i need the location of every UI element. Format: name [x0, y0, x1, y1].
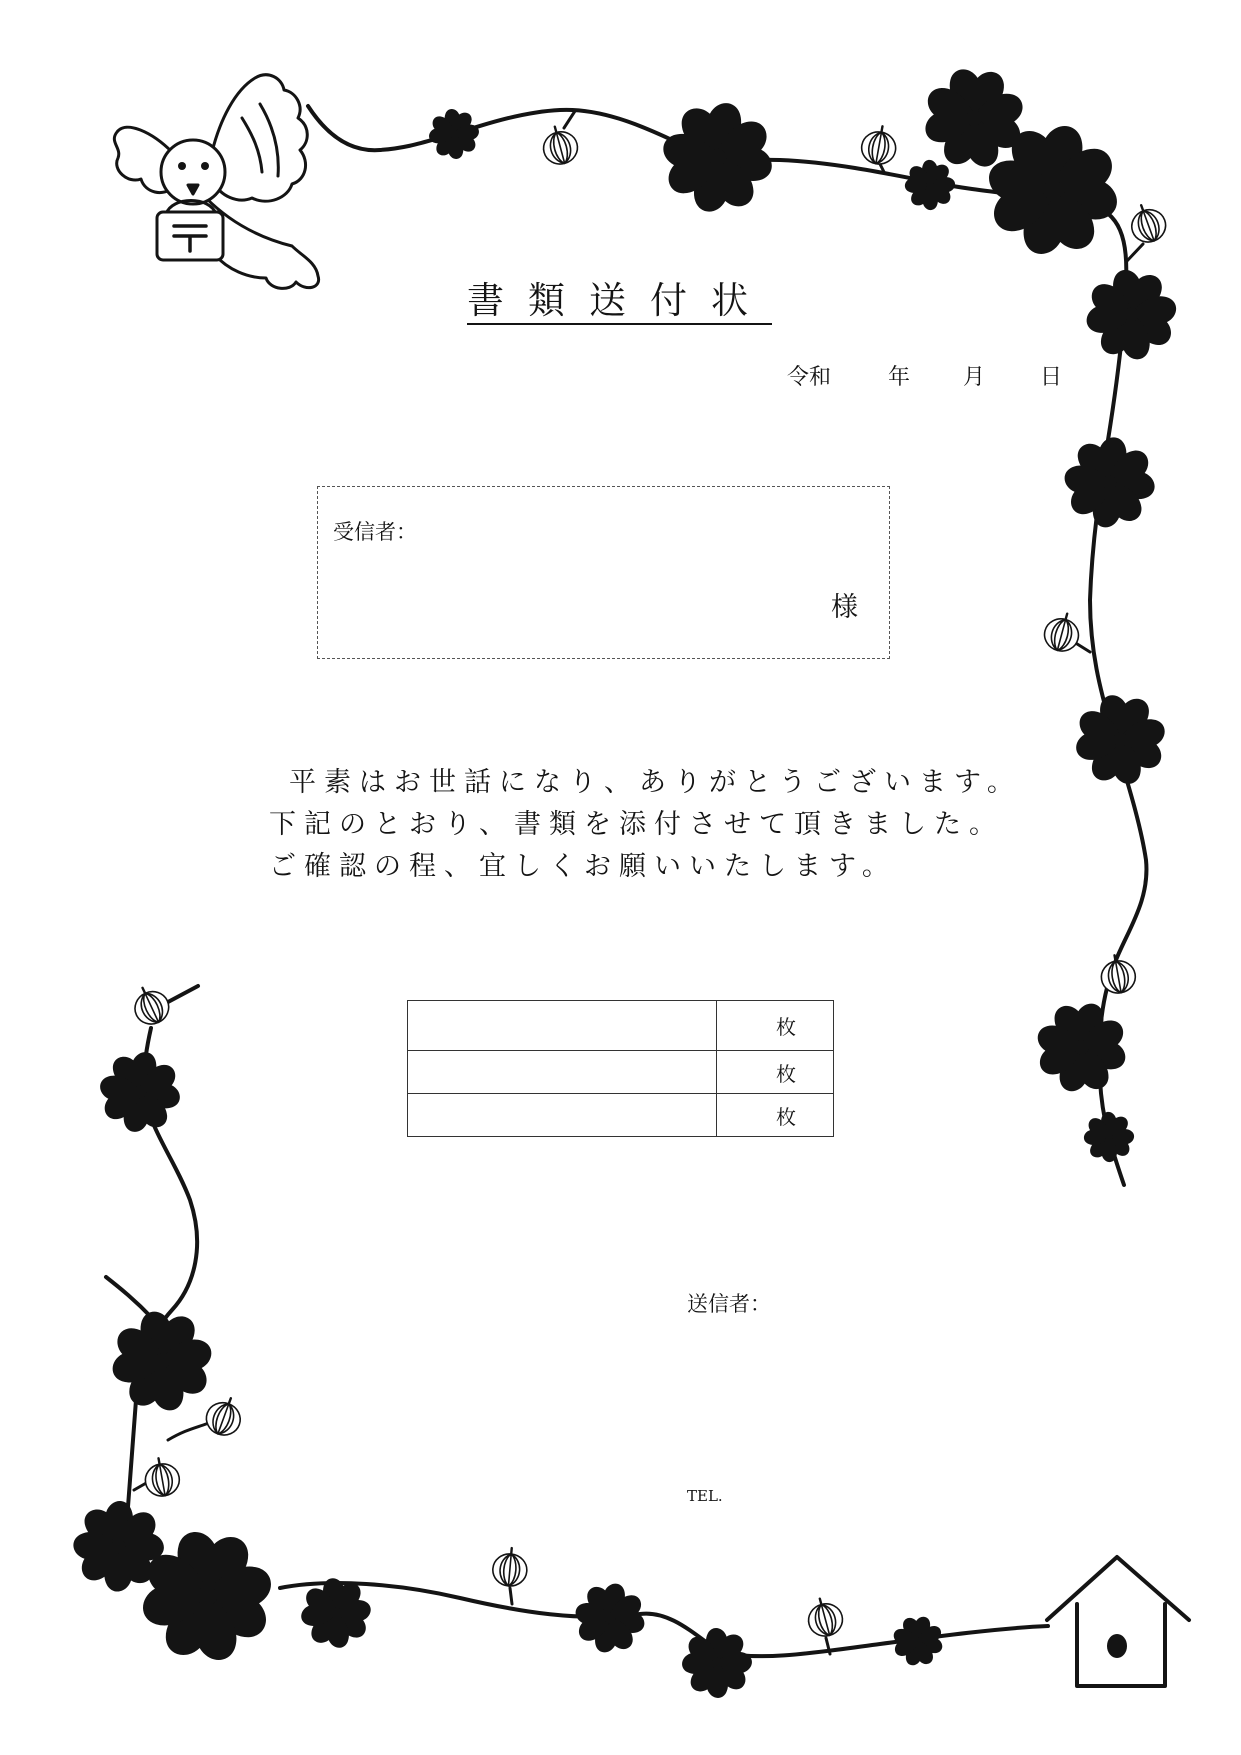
clover-bud-icon — [538, 122, 581, 168]
greeting-line: 下記のとおり、書類を添付させて頂きました。 — [269, 809, 1004, 840]
enclosure-unit-cell: 枚 — [717, 1001, 834, 1051]
clover-icon — [1081, 264, 1183, 366]
enclosure-unit-cell: 枚 — [717, 1094, 834, 1137]
birdhouse-hole — [1107, 1634, 1127, 1658]
clover-icon — [1035, 1001, 1128, 1094]
clover-bud-icon — [1041, 609, 1084, 655]
greeting-line: 平素はお世話になり、ありがとうございます。 — [289, 767, 1022, 798]
clover-bud-icon — [859, 123, 899, 166]
recipient-label: 受信者： — [333, 520, 417, 544]
clover-icon — [95, 1047, 186, 1138]
clover-icon — [425, 105, 483, 163]
vine-line — [106, 1277, 152, 1318]
greeting-text — [269, 762, 1022, 888]
clover-icon — [1079, 1107, 1140, 1168]
clover-icon — [892, 1615, 943, 1666]
bud-stem — [564, 111, 575, 128]
date-month-label: 月 — [963, 365, 986, 390]
enclosure-unit-cell: 枚 — [717, 1051, 834, 1094]
bird-eye — [178, 162, 186, 170]
clover-icon — [657, 97, 778, 218]
enclosure-item-cell — [408, 1051, 717, 1094]
table-row — [408, 1051, 834, 1094]
date-line — [787, 366, 1077, 392]
clover-icon — [107, 1306, 217, 1416]
bird-with-mailbag-icon — [114, 75, 318, 289]
date-era: 令和 — [787, 365, 832, 390]
bud-stem — [168, 1424, 206, 1440]
enclosure-table — [407, 1000, 834, 1137]
bud-stem — [1126, 244, 1143, 262]
enclosure-item-cell — [408, 1094, 717, 1137]
vine-line — [168, 986, 198, 1002]
clover-bud-icon — [142, 1455, 182, 1498]
tel-label: TEL. — [687, 1487, 723, 1505]
clover-bud-icon — [127, 981, 174, 1030]
bud-stem — [510, 1588, 512, 1604]
clover-bud-icon — [491, 1547, 528, 1588]
enclosure-item-cell — [408, 1001, 717, 1051]
date-day-label: 日 — [1040, 365, 1063, 390]
date-year-label: 年 — [888, 365, 911, 390]
recipient-box — [317, 486, 890, 659]
clover-bud-icon — [803, 1594, 846, 1640]
table-row — [408, 1001, 834, 1051]
clover-icon — [1072, 691, 1169, 788]
document-title: 書類送付状 — [467, 281, 772, 325]
table-row — [408, 1094, 834, 1137]
clover-icon — [1057, 430, 1162, 535]
birdhouse-icon — [1047, 1557, 1189, 1686]
sender-label: 送信者： — [687, 1292, 771, 1316]
recipient-honorific: 様 — [831, 592, 858, 623]
bird-eye — [201, 162, 209, 170]
clover-icon — [923, 67, 1026, 170]
greeting-line: ご確認の程、宜しくお願いいたします。 — [269, 851, 897, 882]
clover-icon — [900, 155, 961, 216]
clover-icon — [675, 1621, 760, 1706]
clover-bud-icon — [1125, 199, 1170, 246]
clover-icon — [572, 1580, 649, 1657]
clover-bud-icon — [202, 1392, 247, 1439]
